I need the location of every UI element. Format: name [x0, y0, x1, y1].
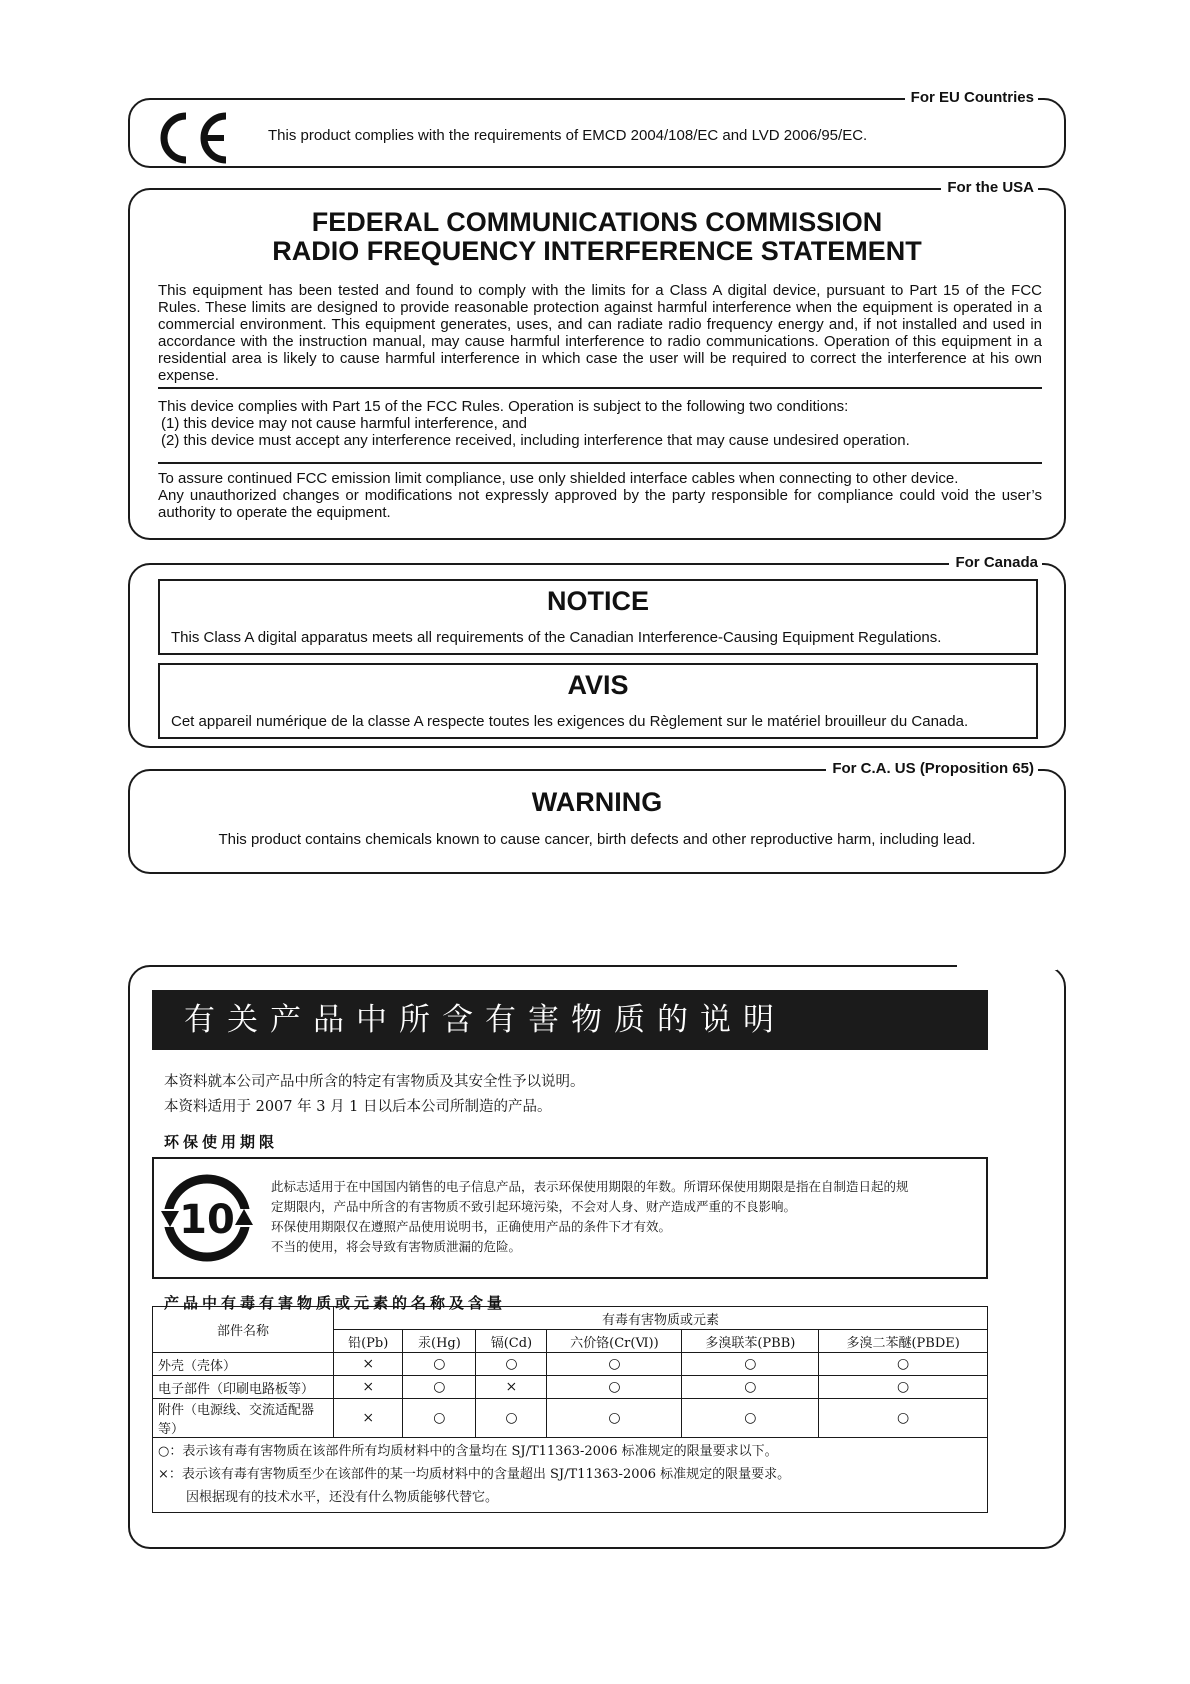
china-banner: 有关产品中所含有害物质的说明: [152, 990, 988, 1050]
fcc-title-line2: RADIO FREQUENCY INTERFERENCE STATEMENT: [272, 236, 922, 266]
note-3: 因根据现有的技术水平，还没有什么物质能够代替它。: [186, 1490, 499, 1505]
prop65-tag: For C.A. US (Proposition 65): [826, 759, 1038, 779]
table-cell: ○: [403, 1376, 476, 1399]
table-cell: ×: [476, 1376, 547, 1399]
warning-title: WARNING: [531, 787, 663, 817]
table-cell: ○: [547, 1399, 682, 1438]
avis-text: Cet appareil numérique de la classe A respecte toutes les exigences du Règlement sur le matériel brouilleur du Canada.: [171, 713, 969, 730]
table-cell: ○: [403, 1353, 476, 1376]
fcc-para2-line1: This device complies with Part 15 of the FCC Rules. Operation is subject to the following two conditions:: [158, 398, 849, 415]
china-rohs-section: [128, 965, 1066, 1549]
period-text: [271, 1177, 972, 1257]
hazardous-substance-table: [152, 1306, 988, 1513]
table-row: [153, 1376, 988, 1399]
part-name: 电子部件（印刷电路板等）: [153, 1376, 334, 1399]
period-line-1: 此标志适用于在中国国内销售的电子信息产品，表示环保使用期限的年数。所谓环保使用期限是指在自制造日起的规: [271, 1179, 909, 1194]
table-cell: ×: [334, 1376, 403, 1399]
table-cell: ×: [334, 1353, 403, 1376]
substance-group-header: 有毒有害物质或元素: [334, 1307, 988, 1330]
ce-mark-icon: [156, 110, 232, 166]
frame-gap: [957, 964, 1057, 970]
period-box: [152, 1157, 988, 1279]
period-heading: 环保使用期限: [164, 1133, 279, 1151]
table-cell: ○: [682, 1376, 819, 1399]
fcc-title-line1: FEDERAL COMMUNICATIONS COMMISSION: [311, 207, 883, 237]
table-cell: ○: [476, 1353, 547, 1376]
china-intro-2: 本资料适用于 2007 年 3 月 1 日以后本公司所制造的产品。: [164, 1099, 552, 1115]
notice-title: NOTICE: [546, 586, 649, 616]
table-cell: ○: [682, 1399, 819, 1438]
table-row: [153, 1353, 988, 1376]
avis-box: [158, 663, 1038, 739]
fcc-paragraph-2: [158, 398, 1042, 449]
table-cell: ○: [476, 1399, 547, 1438]
part-name: 附件（电源线、交流适配器等）: [153, 1399, 334, 1438]
logo-number: 10: [179, 1197, 235, 1243]
fcc-para1-text: This equipment has been tested and found to comply with the limits for a Class A digital device, pursuant to Part 15 of the FCC Rules. These limits are designed to provide reasonable protection against harmful interference when the equipment is operated in a commercial environment. This equipment generates, uses, and can radiate radio frequency energy and, if not installed and used in accordance with the instruction manual, may cause harmful interference to radio communications. Operation of this equipment in a residential area is likely to cause harmful interference in which case the user will be required to correct the interference at his own expense.: [158, 282, 1042, 384]
part-name-header: 部件名称: [153, 1307, 334, 1353]
table-heading: 产品中有毒有害物质或元素的名称及含量: [164, 1294, 507, 1312]
eu-tag: For EU Countries: [905, 88, 1038, 108]
avis-title: AVIS: [567, 670, 629, 700]
canada-tag: For Canada: [949, 553, 1042, 573]
table-notes: [153, 1438, 988, 1513]
column-header: 六价铬(Cr(Ⅵ)): [547, 1330, 682, 1353]
fcc-section: [128, 179, 1066, 540]
fcc-para2-line2: (1) this device may not cause harmful interference, and: [161, 415, 528, 432]
fcc-divider-1: [158, 387, 1042, 389]
table-cell: ○: [547, 1376, 682, 1399]
note-1: ○：表示该有毒有害物质在该部件所有均质材料中的含量均在 SJ/T11363-2006 标准规定的限量要求以下。: [158, 1444, 778, 1459]
note-2: ×：表示该有毒有害物质至少在该部件的某一均质材料中的含量超出 SJ/T11363-2006 标准规定的限量要求。: [158, 1467, 791, 1482]
usa-tag: For the USA: [941, 178, 1038, 198]
eu-compliance-section: [128, 89, 1066, 168]
column-header: 多溴联苯(PBB): [682, 1330, 819, 1353]
fcc-para2-line3: (2) this device must accept any interference received, including interference that may cause undesired operation.: [161, 432, 910, 449]
prop65-section: [128, 760, 1066, 874]
china-intro-1: 本资料就本公司产品中所含的特定有害物质及其安全性予以说明。: [164, 1074, 585, 1090]
period-line-4: 不当的使用，将会导致有害物质泄漏的危险。: [271, 1239, 522, 1254]
table-cell: ○: [819, 1353, 988, 1376]
column-header: 铅(Pb): [334, 1330, 403, 1353]
warning-text: This product contains chemicals known to cause cancer, birth defects and other reproductive harm, including lead.: [218, 831, 976, 848]
table-cell: ○: [819, 1376, 988, 1399]
table-cell: ○: [682, 1353, 819, 1376]
period-line-2: 定期限内，产品中所含的有害物质不致引起环境污染，不会对人身、财产造成严重的不良影响。: [271, 1199, 797, 1214]
part-name: 外壳（壳体）: [153, 1353, 334, 1376]
fcc-para3-line1: To assure continued FCC emission limit compliance, use only shielded interface cables when connecting to other device.: [158, 470, 959, 487]
table-cell: ×: [334, 1399, 403, 1438]
table-cell: ○: [547, 1353, 682, 1376]
column-header: 汞(Hg): [403, 1330, 476, 1353]
table-row: [153, 1399, 988, 1438]
table-cell: ○: [819, 1399, 988, 1438]
period-line-3: 环保使用期限仅在遵照产品使用说明书，正确使用产品的条件下才有效。: [271, 1219, 672, 1234]
table-cell: ○: [403, 1399, 476, 1438]
canada-section: [128, 554, 1066, 748]
environmental-period-10-icon: [160, 1173, 254, 1263]
fcc-para3-line2: Any unauthorized changes or modifications not expressly approved by the party responsible for compliance could void the user’s authority to operate the equipment.: [158, 487, 1042, 521]
notice-box: [158, 579, 1038, 655]
notice-text: This Class A digital apparatus meets all requirements of the Canadian Interference-Causing Equipment Regulations.: [171, 629, 942, 646]
fcc-divider-2: [158, 462, 1042, 464]
column-header: 多溴二苯醚(PBDE): [819, 1330, 988, 1353]
column-header: 镉(Cd): [476, 1330, 547, 1353]
eu-compliance-text: This product complies with the requirements of EMCD 2004/108/EC and LVD 2006/95/EC.: [268, 127, 868, 144]
fcc-paragraph-1: [158, 282, 1042, 384]
fcc-paragraph-3: [158, 470, 1042, 521]
